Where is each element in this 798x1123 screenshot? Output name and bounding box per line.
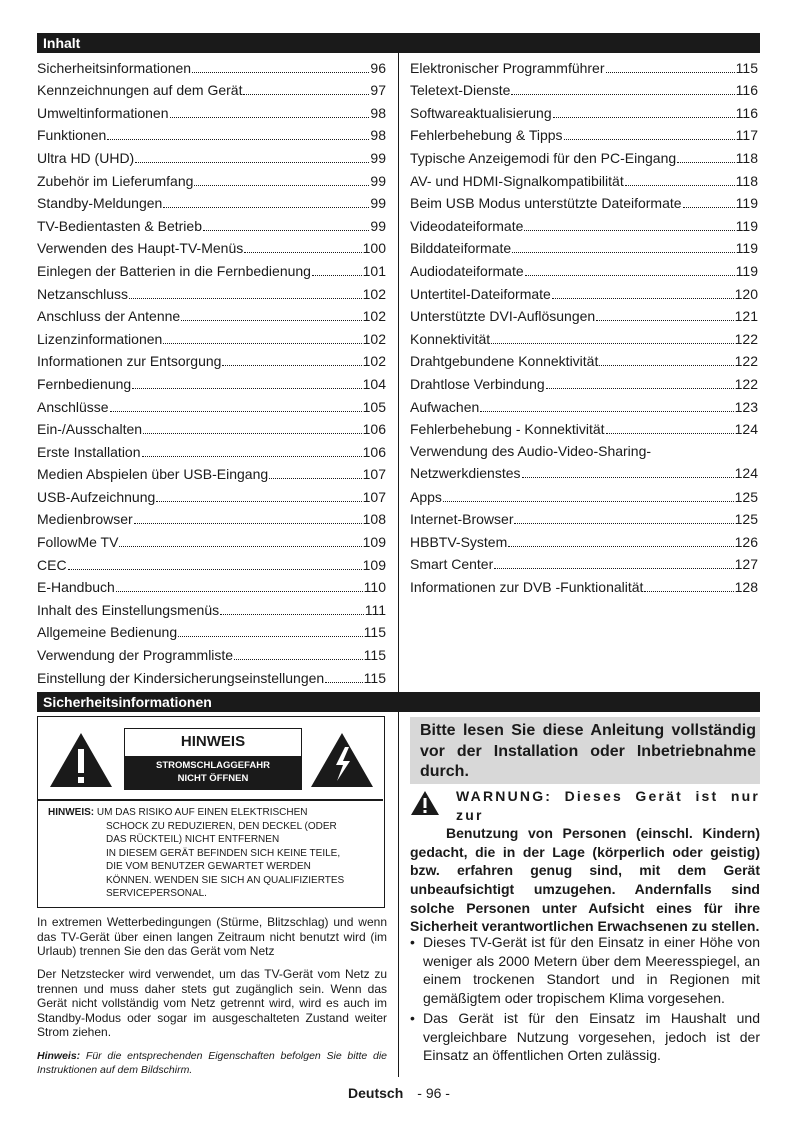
- toc-entry-page: 101: [362, 262, 386, 279]
- toc-entry[interactable]: [37, 122, 386, 145]
- toc-entry[interactable]: [410, 528, 758, 551]
- lightning-triangle-icon: [309, 731, 375, 789]
- warning-line: DIE VOM BENUTZER GEWARTET WERDEN: [106, 861, 311, 872]
- toc-dot-leader: [178, 636, 363, 637]
- toc-entry-page: 100: [362, 240, 386, 257]
- toc-entry-title: AV- und HDMI-Signalkompatibilität: [410, 172, 624, 189]
- toc-entry-page: 99: [370, 149, 386, 166]
- toc-entry-title: CEC: [37, 556, 67, 573]
- toc-entry-page: 99: [370, 172, 386, 189]
- toc-entry-title: Zubehör im Lieferumfang: [37, 172, 194, 189]
- toc-entry-page: 115: [363, 624, 386, 641]
- toc-entry[interactable]: [37, 257, 386, 280]
- warning-box-divider: [38, 799, 383, 801]
- toc-entry-title: TV-Bedientasten & Betrieb: [37, 217, 202, 234]
- toc-dot-leader: [134, 523, 362, 524]
- toc-dot-leader: [325, 682, 362, 683]
- electric-warning-box: [37, 716, 385, 908]
- toc-entry-title: E-Handbuch: [37, 579, 115, 596]
- toc-entry-title: Beim USB Modus unterstützte Dateiformate: [410, 195, 682, 212]
- toc-entry-title: Informationen zur DVB -Funktionalität: [410, 579, 644, 596]
- toc-entry[interactable]: [37, 370, 386, 393]
- read-notice-text: Bitte lesen Sie diese Anleitung vollständig vor der Installation oder Inbetriebnahme durch.: [420, 722, 756, 780]
- toc-entry-page: 97: [370, 82, 386, 99]
- toc-entry-title: Standby-Meldungen: [37, 195, 163, 212]
- toc-entry[interactable]: [410, 54, 758, 77]
- toc-entry-page: 122: [734, 353, 758, 370]
- toc-entry-title: Informationen zur Entsorgung: [37, 353, 222, 370]
- toc-entry-title: USB-Aufzeichnung: [37, 488, 156, 505]
- toc-entry-page: 125: [734, 488, 758, 505]
- toc-dot-leader: [170, 117, 370, 118]
- toc-entry-page: 107: [362, 466, 386, 483]
- warning-lead: WARNUNG: Dieses Gerät ist nur zur: [456, 788, 760, 823]
- toc-entry-title: Drahtgebundene Konnektivität: [410, 353, 599, 370]
- toc-dot-leader: [203, 230, 369, 231]
- toc-dot-leader: [163, 343, 361, 344]
- toc-entry[interactable]: [410, 190, 758, 213]
- toc-entry-title: Verwendung des Audio-Video-Sharing-: [410, 443, 652, 460]
- toc-entry[interactable]: [37, 483, 386, 506]
- toc-dot-leader: [135, 162, 369, 163]
- toc-dot-leader: [546, 388, 734, 389]
- toc-entry-title: Untertitel-Dateiformate: [410, 285, 551, 302]
- toc-dot-leader: [156, 501, 361, 502]
- toc-entry[interactable]: [410, 99, 758, 122]
- warning-rest: Benutzung von Personen (einschl. Kindern) gedacht, die in der Lage (körperlich oder geistig) bzw. erfahren genug sind, mit dem Gerät unbeaufsichtigt umzugehen. Andernfalls sind solche Personen unter Aufsicht eines für ihre Sicherheit verantwortlichen Erwachsenen zu stellen.: [410, 825, 760, 935]
- toc-entry-page: 121: [734, 308, 758, 325]
- toc-entry[interactable]: [410, 348, 758, 371]
- toc-entry[interactable]: [37, 144, 386, 167]
- toc-dot-leader: [142, 456, 362, 457]
- toc-entry-title: Konnektivität: [410, 330, 491, 347]
- toc-dot-leader: [132, 388, 361, 389]
- toc-dot-leader: [129, 298, 362, 299]
- toc-entry[interactable]: [37, 416, 386, 439]
- toc-entry-title: Anschluss der Antenne: [37, 308, 181, 325]
- safety-header-bar: [37, 692, 760, 712]
- toc-entry-page: 102: [362, 330, 386, 347]
- toc-entry-title: Medienbrowser: [37, 511, 133, 528]
- warning-line: DAS RÜCKTEIL) NICHT ENTFERNEN: [106, 834, 280, 845]
- toc-entry[interactable]: [37, 664, 386, 687]
- toc-dot-leader: [269, 478, 361, 479]
- safety-header: Sicherheitsinformationen: [43, 694, 212, 710]
- footer-page-number: - 96 -: [417, 1085, 450, 1101]
- toc-dot-leader: [234, 659, 363, 660]
- toc-entry-title: Inhalt des Einstellungsmenüs: [37, 601, 220, 618]
- toc-entry-title: Unterstützte DVI-Auflösungen: [410, 308, 596, 325]
- toc-header: Inhalt: [43, 35, 81, 51]
- toc-entry[interactable]: [410, 212, 758, 235]
- toc-dot-leader: [243, 94, 369, 95]
- toc-dot-leader: [107, 139, 369, 140]
- toc-entry[interactable]: [37, 325, 386, 348]
- toc-dot-leader: [512, 252, 735, 253]
- list-item: • Dieses TV-Gerät ist für den Einsatz in einer Höhe von weniger als 2000 Metern über dem Meeresspiegel, an einem trockenen Standort und in Regionen mit gemäßigtem oder tropischem Klima vorgesehen.: [410, 933, 760, 1007]
- toc-entry-page: 106: [362, 421, 386, 438]
- toc-header-bar: [37, 33, 760, 53]
- toc-entry-title: Umweltinformationen: [37, 104, 169, 121]
- warning-text: [48, 806, 378, 901]
- toc-entry-title: Sicherheitsinformationen: [37, 59, 192, 76]
- toc-entry[interactable]: [410, 257, 758, 280]
- toc-entry[interactable]: [37, 641, 386, 664]
- toc-dot-leader: [508, 546, 733, 547]
- toc-entry[interactable]: [37, 77, 386, 100]
- toc-dot-leader: [625, 185, 735, 186]
- toc-dot-leader: [443, 501, 734, 502]
- toc-entry-title: Internet-Browser: [410, 511, 514, 528]
- toc-dot-leader: [525, 275, 735, 276]
- toc-entry-page: 109: [362, 556, 386, 573]
- toc-entry[interactable]: [37, 280, 386, 303]
- toc-entry-page: 116: [735, 104, 758, 121]
- toc-entry-title: Elektronischer Programmführer: [410, 59, 605, 76]
- toc-entry-page: 115: [363, 669, 386, 686]
- toc-right-column: [410, 54, 758, 596]
- toc-entry-page: 106: [362, 443, 386, 460]
- toc-dot-leader: [514, 523, 733, 524]
- toc-dot-leader: [222, 365, 361, 366]
- toc-entry-title: Medien Abspielen über USB-Eingang: [37, 466, 269, 483]
- toc-entry-title: Typische Anzeigemodi für den PC-Eingang: [410, 149, 677, 166]
- toc-dot-leader: [599, 365, 733, 366]
- toc-entry-page: 115: [363, 647, 386, 664]
- warning-line: SCHOCK ZU REDUZIEREN, DEN DECKEL (ODER: [106, 820, 337, 832]
- footer-language: Deutsch: [348, 1085, 404, 1101]
- toc-entry-page: 119: [735, 262, 758, 279]
- toc-dot-leader: [220, 614, 364, 615]
- warning-labels-row: [38, 717, 383, 800]
- hinweis-sub-line1: STROMSCHLAGGEFAHR: [156, 760, 270, 771]
- toc-entry-title: Fehlerbehebung - Konnektivität: [410, 421, 605, 438]
- toc-entry[interactable]: [410, 370, 758, 393]
- toc-entry[interactable]: [37, 99, 386, 122]
- toc-entry-page: 118: [735, 149, 758, 166]
- toc-entry-title: Ein-/Ausschalten: [37, 421, 143, 438]
- toc-dot-leader: [683, 207, 735, 208]
- toc-entry[interactable]: [37, 461, 386, 484]
- toc-entry[interactable]: [37, 528, 386, 551]
- hinweis-label: [124, 728, 302, 790]
- toc-entry-title: Funktionen: [37, 127, 107, 144]
- toc-entry-page: 98: [370, 127, 386, 144]
- toc-dot-leader: [552, 298, 734, 299]
- warning-line: UM DAS RISIKO AUF EINEN ELEKTRISCHEN: [96, 807, 308, 818]
- read-notice-box: [410, 717, 760, 784]
- toc-entry-title: Kennzeichnungen auf dem Gerät: [37, 82, 243, 99]
- toc-entry-page: 127: [734, 556, 758, 573]
- plug-paragraph: Der Netzstecker wird verwendet, um das TV-Gerät vom Netz zu trennen und muss daher stets gut zugänglich sein. Wenn das Gerät nicht vollständig vom Netz getrennt wird, wird es auch im Standby-Modus oder sogar im ausgeschalteten Zustand weiter Strom ziehen.: [37, 967, 387, 1039]
- toc-dot-leader: [480, 411, 733, 412]
- toc-entry-page: 111: [364, 601, 386, 618]
- toc-entry[interactable]: [37, 235, 386, 258]
- toc-entry[interactable]: [37, 506, 386, 529]
- warning-line: SERVICEPERSONAL.: [106, 888, 207, 899]
- toc-dot-leader: [116, 591, 363, 592]
- toc-entry-page: 102: [362, 285, 386, 302]
- toc-dot-leader: [119, 546, 361, 547]
- toc-entry-page: 104: [362, 375, 386, 392]
- toc-entry-page: 99: [370, 195, 386, 212]
- toc-dot-leader: [564, 139, 735, 140]
- toc-entry-title: Bilddateiformate: [410, 240, 512, 257]
- toc-entry-page: 119: [735, 240, 758, 257]
- toc-dot-leader: [491, 343, 733, 344]
- toc-dot-leader: [312, 275, 362, 276]
- warning-line: IN DIESEM GERÄT BEFINDEN SICH KEINE TEILE,: [106, 847, 341, 859]
- hinweis-sub-line2: NICHT ÖFFNEN: [177, 772, 249, 784]
- toc-dot-leader: [181, 320, 361, 321]
- toc-entry-title: Drahtlose Verbindung: [410, 375, 545, 392]
- toc-dot-leader: [163, 207, 369, 208]
- toc-entry[interactable]: [410, 506, 758, 529]
- toc-entry-page: 115: [735, 59, 758, 76]
- note-label: Hinweis:: [37, 1050, 81, 1062]
- toc-dot-leader: [143, 433, 362, 434]
- toc-entry[interactable]: [37, 348, 386, 371]
- toc-entry-title: Smart Center: [410, 556, 494, 573]
- toc-entry-title: Einstellung der Kindersicherungseinstellungen: [37, 669, 325, 686]
- toc-entry[interactable]: [37, 212, 386, 235]
- warning-triangle-icon: [48, 731, 114, 789]
- toc-entry-title: Einlegen der Batterien in die Fernbedienung: [37, 262, 311, 279]
- toc-divider: [398, 53, 399, 692]
- toc-entry-title: Fernbedienung: [37, 375, 132, 392]
- toc-entry-page: 99: [370, 217, 386, 234]
- toc-entry-page: 105: [362, 398, 386, 415]
- toc-entry-page: 124: [734, 421, 758, 438]
- toc-entry[interactable]: [37, 596, 386, 619]
- toc-entry-title: Fehlerbehebung & Tipps: [410, 127, 563, 144]
- toc-entry-title: Teletext-Dienste: [410, 82, 511, 99]
- toc-entry-title: Softwareaktualisierung: [410, 104, 552, 121]
- toc-entry-title: HBBTV-System: [410, 533, 508, 550]
- toc-entry-title: Allgemeine Bedienung: [37, 624, 178, 641]
- toc-entry-title: Netzanschluss: [37, 285, 129, 302]
- toc-entry-page: 120: [734, 285, 758, 302]
- toc-dot-leader: [194, 185, 369, 186]
- toc-entry[interactable]: [410, 573, 758, 596]
- toc-entry[interactable]: [37, 54, 386, 77]
- toc-entry[interactable]: [410, 303, 758, 326]
- toc-entry[interactable]: [410, 325, 758, 348]
- toc-entry[interactable]: [410, 551, 758, 574]
- toc-dot-leader: [68, 569, 362, 570]
- toc-dot-leader: [110, 411, 362, 412]
- toc-entry-page: 122: [734, 375, 758, 392]
- toc-entry-page: 98: [370, 104, 386, 121]
- toc-entry[interactable]: [410, 483, 758, 506]
- toc-entry-page: 116: [735, 82, 758, 99]
- toc-dot-leader: [596, 320, 733, 321]
- toc-dot-leader: [553, 117, 735, 118]
- toc-dot-leader: [606, 433, 734, 434]
- toc-dot-leader: [192, 72, 369, 73]
- toc-entry-page: 109: [362, 534, 386, 551]
- toc-dot-leader: [644, 591, 733, 592]
- toc-entry-title: Ultra HD (UHD): [37, 149, 135, 166]
- toc-entry-title: Aufwachen: [410, 398, 480, 415]
- toc-entry-page: 118: [735, 172, 758, 189]
- safety-divider: [398, 712, 399, 1077]
- toc-entry[interactable]: [37, 551, 386, 574]
- toc-entry[interactable]: [410, 167, 758, 190]
- toc-entry[interactable]: [410, 235, 758, 258]
- toc-entry-page: 128: [734, 579, 758, 596]
- toc-entry[interactable]: [37, 303, 386, 326]
- toc-entry[interactable]: [410, 77, 758, 100]
- toc-entry[interactable]: [37, 167, 386, 190]
- toc-entry-page: 126: [734, 533, 758, 550]
- toc-entry-title: Verwendung der Programmliste: [37, 647, 234, 664]
- toc-entry[interactable]: [410, 438, 758, 483]
- toc-entry[interactable]: [410, 280, 758, 303]
- toc-entry[interactable]: [410, 144, 758, 167]
- toc-entry[interactable]: [37, 438, 386, 461]
- toc-entry[interactable]: [37, 619, 386, 642]
- toc-entry-title: Erste Installation: [37, 443, 141, 460]
- toc-entry-page: 123: [734, 398, 758, 415]
- toc-entry[interactable]: [37, 393, 386, 416]
- toc-entry-title: Netzwerkdienstes: [410, 465, 521, 482]
- toc-entry-page: 96: [370, 59, 386, 76]
- toc-entry-title: FollowMe TV: [37, 534, 119, 551]
- usage-warning: [410, 787, 760, 936]
- toc-entry[interactable]: [37, 190, 386, 213]
- page-footer: [0, 1085, 798, 1101]
- toc-dot-leader: [524, 230, 734, 231]
- toc-dot-leader: [494, 568, 733, 569]
- hinweis-title: HINWEIS: [180, 733, 246, 750]
- list-item: • Das Gerät ist für den Einsatz im Haushalt und vergleichbare Nutzung vorgesehen, jedoch ist der Einsatz an öffentlichen Orten zulässig.: [410, 1009, 760, 1065]
- safety-bullets: [410, 933, 760, 1067]
- toc-entry-page: 107: [362, 488, 386, 505]
- toc-dot-leader: [511, 94, 734, 95]
- toc-entry-title: Anschlüsse: [37, 398, 109, 415]
- toc-entry-title: Videodateiformate: [410, 217, 524, 234]
- toc-entry-page: 102: [362, 353, 386, 370]
- toc-entry-page: 124: [734, 465, 758, 482]
- toc-entry-page: 110: [363, 579, 386, 596]
- toc-entry[interactable]: [37, 574, 386, 597]
- hinweis-subtitle: [125, 756, 301, 789]
- toc-entry[interactable]: [410, 416, 758, 439]
- toc-entry-title: Audiodateiformate: [410, 262, 524, 279]
- warning-label: HINWEIS:: [48, 807, 95, 818]
- toc-entry-page: 117: [735, 127, 758, 144]
- toc-entry[interactable]: [410, 122, 758, 145]
- warning-line: KÖNNEN. WENDEN SIE SICH AN QUALIFIZIERTES: [106, 874, 345, 886]
- toc-entry-title: Lizenzinformationen: [37, 330, 163, 347]
- toc-entry-page: 122: [734, 330, 758, 347]
- note-text: Für die entsprechenden Eigenschaften befolgen Sie bitte die Instruktionen auf dem Bildschirm.: [37, 1050, 387, 1076]
- toc-dot-leader: [606, 72, 735, 73]
- toc-left-column: [37, 54, 386, 687]
- note-paragraph: [37, 1049, 387, 1077]
- toc-dot-leader: [244, 252, 361, 253]
- toc-entry-title: Verwenden des Haupt-TV-Menüs: [37, 240, 244, 257]
- toc-dot-leader: [522, 477, 734, 478]
- toc-entry-page: 108: [362, 511, 386, 528]
- toc-entry[interactable]: [410, 393, 758, 416]
- toc-dot-leader: [677, 162, 735, 163]
- toc-entry-page: 119: [735, 217, 758, 234]
- toc-entry-page: 102: [362, 308, 386, 325]
- toc-entry-page: 119: [735, 195, 758, 212]
- weather-paragraph: In extremen Wetterbedingungen (Stürme, Blitzschlag) und wenn das TV-Gerät über einen langen Zeitraum nicht benutzt wird (im Urlaub) trennen Sie den das Gerät vom Netz: [37, 915, 387, 958]
- toc-entry-page: 125: [734, 511, 758, 528]
- toc-entry-title: Apps: [410, 488, 442, 505]
